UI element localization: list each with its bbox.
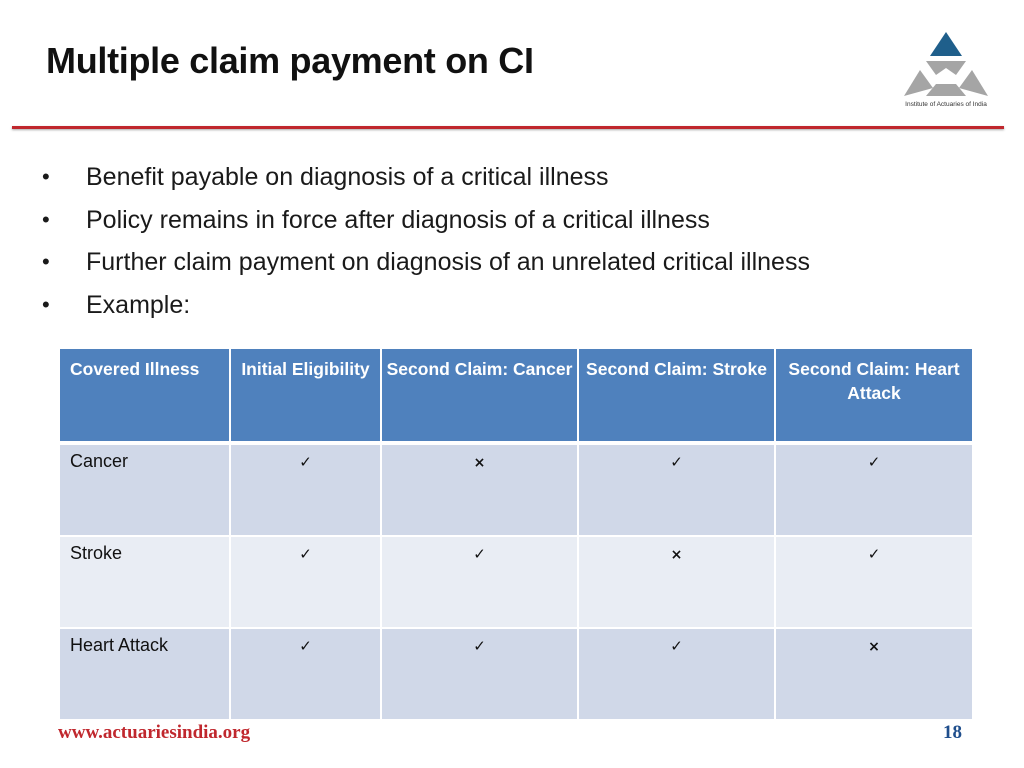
- bullet-list: [40, 158, 810, 328]
- page-number: 18: [943, 722, 962, 743]
- bullet-item: [40, 286, 810, 329]
- check-icon: ✓: [867, 453, 881, 471]
- header-covered-illness: Covered Illness: [60, 349, 230, 443]
- cell-second-claim-cancer: [381, 536, 578, 628]
- cell-initial-eligibility: [230, 536, 381, 628]
- bullet-dot: •: [42, 249, 50, 274]
- check-icon: ✓: [299, 453, 312, 471]
- cell-second-claim-cancer: [381, 443, 578, 536]
- check-icon: ✓: [299, 637, 312, 655]
- cell-second-claim-heart-attack: [775, 536, 972, 628]
- iai-triangle-logo-icon: [900, 30, 992, 100]
- footer-website-link[interactable]: www.actuariesindia.org: [58, 722, 251, 743]
- bullet-text: Example:: [86, 290, 191, 319]
- bullet-item: [40, 243, 810, 286]
- bullet-text: Further claim payment on diagnosis of an unrelated critical illness: [86, 248, 810, 276]
- logo-caption: Institute of Actuaries of India: [905, 101, 987, 108]
- header-second-claim-cancer: Second Claim: Cancer: [381, 349, 578, 443]
- header-divider: [12, 126, 1004, 129]
- check-icon: ✓: [299, 545, 312, 563]
- bullet-dot: •: [42, 206, 50, 232]
- cell-second-claim-cancer: [381, 628, 578, 719]
- header-initial-eligibility: Initial Eligibility: [230, 349, 381, 443]
- cell-second-claim-stroke: [578, 628, 775, 719]
- check-icon: ✓: [670, 453, 683, 471]
- check-icon: ✓: [670, 637, 683, 655]
- cross-icon: ×: [670, 547, 683, 563]
- cross-icon: ×: [868, 639, 880, 655]
- bullet-text: Policy remains in force after diagnosis of a critical illness: [86, 205, 710, 234]
- cell-second-claim-heart-attack: [775, 443, 972, 536]
- cell-initial-eligibility: [230, 443, 381, 536]
- cell-second-claim-heart-attack: [775, 628, 972, 719]
- check-icon: ✓: [473, 545, 486, 563]
- table-row: [60, 536, 972, 628]
- row-illness-label: Cancer: [60, 443, 230, 536]
- institute-logo: [896, 30, 996, 112]
- bullet-item: [40, 158, 810, 201]
- table-row: [60, 443, 972, 536]
- cell-second-claim-stroke: [578, 443, 775, 536]
- table-header-row: [60, 349, 972, 443]
- header-second-claim-stroke: Second Claim: Stroke: [578, 349, 775, 443]
- cell-second-claim-stroke: [578, 536, 775, 628]
- slide-title: Multiple claim payment on CI: [46, 40, 534, 81]
- cell-initial-eligibility: [230, 628, 381, 719]
- bullet-text: Benefit payable on diagnosis of a critical illness: [86, 163, 609, 191]
- header-second-claim-heart-attack: Second Claim: Heart Attack: [775, 349, 972, 443]
- table-row: [60, 628, 972, 719]
- bullet-item: [40, 201, 810, 244]
- eligibility-table: [60, 349, 972, 719]
- check-icon: ✓: [867, 545, 881, 563]
- row-illness-label: Heart Attack: [60, 628, 230, 719]
- bullet-dot: •: [42, 164, 50, 189]
- row-illness-label: Stroke: [60, 536, 230, 628]
- check-icon: ✓: [473, 637, 486, 655]
- bullet-dot: •: [42, 291, 50, 317]
- cross-icon: ×: [473, 455, 486, 471]
